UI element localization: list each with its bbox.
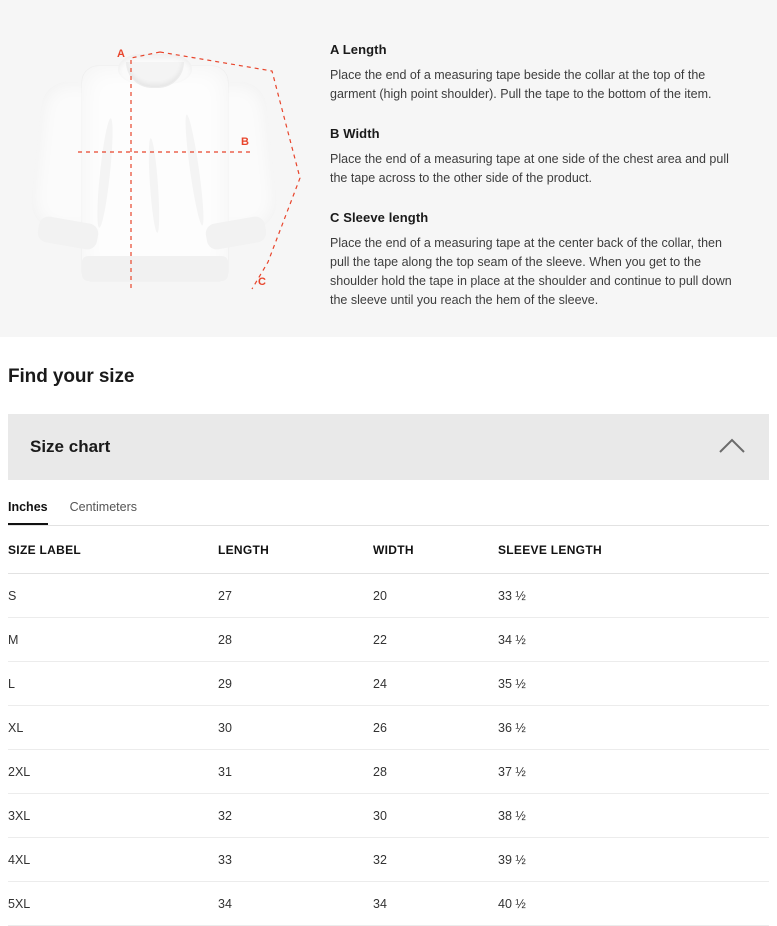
instruction-body-length: Place the end of a measuring tape beside the collar at the top of the garment (high point shoulder). Pull the tape to the bottom of the item.	[330, 68, 712, 101]
table-row	[8, 794, 769, 838]
cell-length: 31	[218, 750, 373, 794]
marker-b-label: B	[241, 136, 249, 148]
cell-sleeve: 37 ½	[498, 750, 769, 794]
cell-width: 24	[373, 662, 498, 706]
table-row	[8, 662, 769, 706]
cell-length: 33	[218, 838, 373, 882]
cell-size: 4XL	[8, 838, 218, 882]
marker-c-label: C	[258, 276, 266, 288]
table-row	[8, 838, 769, 882]
cell-width: 26	[373, 706, 498, 750]
size-chart-accordion-header[interactable]	[8, 414, 769, 480]
cell-sleeve: 33 ½	[498, 574, 769, 618]
cell-size: M	[8, 618, 218, 662]
measuring-guide-panel	[0, 0, 777, 337]
cell-length: 29	[218, 662, 373, 706]
cell-width: 32	[373, 838, 498, 882]
column-sleeve-length: SLEEVE LENGTH	[498, 526, 769, 574]
cell-length: 28	[218, 618, 373, 662]
table-row	[8, 618, 769, 662]
instruction-heading-width: B Width	[330, 126, 380, 141]
cell-size: 5XL	[8, 882, 218, 926]
cell-sleeve: 40 ½	[498, 882, 769, 926]
column-size-label: SIZE LABEL	[8, 526, 218, 574]
instruction-body-sleeve: Place the end of a measuring tape at the center back of the collar, then pull the tape along the top seam of the sleeve. When you get to the shoulder hold the tape in place at the shoulder and continue to pull down the sleeve until you reach the hem of the sleeve.	[330, 236, 732, 307]
cell-sleeve: 36 ½	[498, 706, 769, 750]
cell-length: 32	[218, 794, 373, 838]
cell-size: 2XL	[8, 750, 218, 794]
cell-sleeve: 38 ½	[498, 794, 769, 838]
shirt-hem	[82, 256, 228, 281]
cell-width: 34	[373, 882, 498, 926]
cell-width: 22	[373, 618, 498, 662]
garment-illustration	[0, 0, 322, 337]
tab-inches[interactable]: Inches	[8, 500, 48, 525]
cell-length: 27	[218, 574, 373, 618]
cell-length: 30	[218, 706, 373, 750]
size-chart-table	[8, 526, 769, 926]
cell-width: 30	[373, 794, 498, 838]
tab-centimeters[interactable]: Centimeters	[69, 500, 137, 514]
table-row	[8, 706, 769, 750]
cell-sleeve: 34 ½	[498, 618, 769, 662]
table-row	[8, 574, 769, 618]
table-row	[8, 750, 769, 794]
sweatshirt-graphic	[30, 48, 280, 288]
unit-tabs[interactable]	[8, 480, 769, 526]
instruction-heading-sleeve: C Sleeve length	[330, 210, 429, 225]
column-length: LENGTH	[218, 526, 373, 574]
cell-length: 34	[218, 882, 373, 926]
cell-size: L	[8, 662, 218, 706]
measuring-instructions	[322, 0, 777, 337]
page-title: Find your size	[8, 366, 135, 387]
instruction-body-width: Place the end of a measuring tape at one side of the chest area and pull the tape across to the other side of the product.	[330, 152, 729, 185]
instruction-heading-length: A Length	[330, 42, 387, 57]
cell-size: 3XL	[8, 794, 218, 838]
cell-width: 28	[373, 750, 498, 794]
cell-size: S	[8, 574, 218, 618]
cell-sleeve: 35 ½	[498, 662, 769, 706]
cell-size: XL	[8, 706, 218, 750]
chevron-up-icon[interactable]	[715, 430, 749, 464]
column-width: WIDTH	[373, 526, 498, 574]
marker-a-label: A	[117, 48, 125, 60]
table-row	[8, 882, 769, 926]
cell-sleeve: 39 ½	[498, 838, 769, 882]
cell-width: 20	[373, 574, 498, 618]
size-chart-title: Size chart	[30, 437, 111, 456]
table-header-row	[8, 526, 769, 574]
